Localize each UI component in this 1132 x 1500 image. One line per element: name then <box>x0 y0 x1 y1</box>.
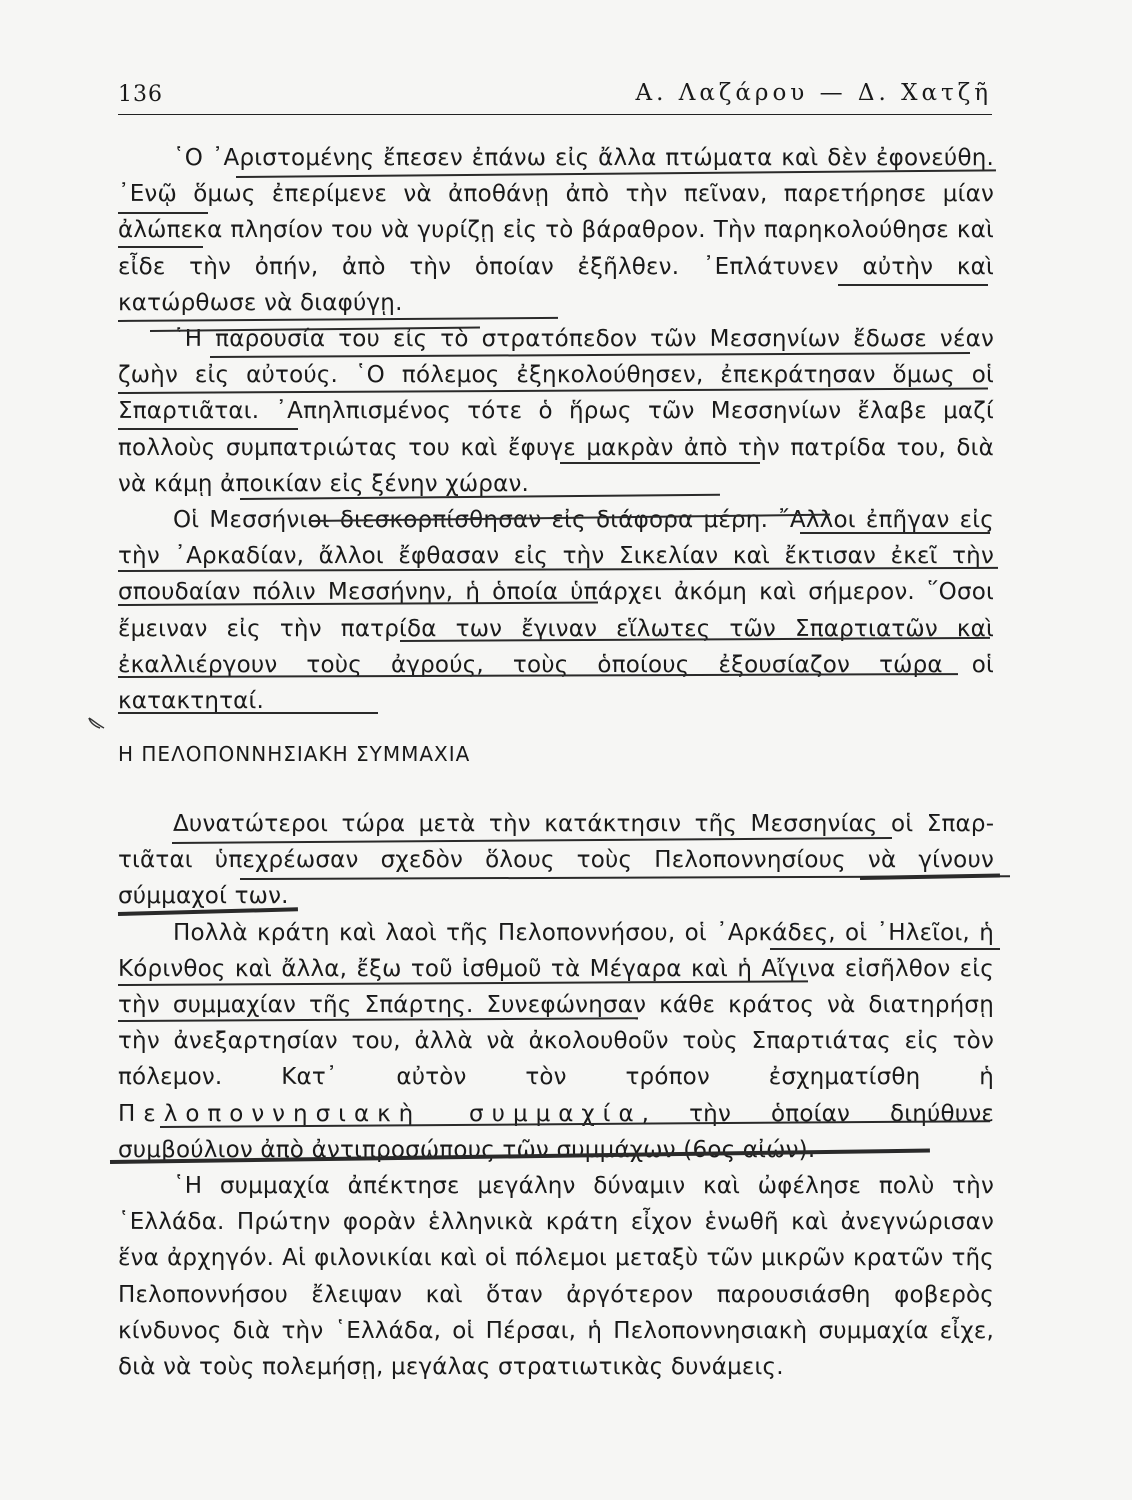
paragraph: ῾Ο ᾿Αριστομένης ἔπεσεν ἐπάνω εἰς ἄλλα πτώματα καὶ δὲν ἐφονεύθη. ᾿Ενῷ ὅμως ἐπερίμενε νὰ ἀποθάνῃ ἀπὸ τὴν πεῖναν, παρετήρησε μίαν ἀλώπεκα πλησίον του νὰ γυρίζῃ εἰς τὸ βάραθρον. Τὴν παρηκολούθησε καὶ εἶδε τὴν ὀπήν, ἀπὸ τὴν ὁποίαν ἐξῆλθεν. ᾿Επλάτυνεν αὐτὴν καὶ κατώρθωσε νὰ διαφύγῃ. <box>118 145 994 316</box>
pencil-underline <box>770 948 1000 950</box>
pencil-underline <box>118 246 203 248</box>
paragraph-tail: , τὴν ὁποίαν διηύθυνε συμβούλιον ἀπὸ ἀντιπροσώπους τῶν συμμάχων (6ος αἰών). <box>118 1100 994 1163</box>
pencil-underline <box>838 284 988 286</box>
page-header <box>118 78 992 115</box>
paragraph <box>118 915 994 1168</box>
page-number: 136 <box>118 82 163 107</box>
pencil-underline <box>560 462 760 464</box>
running-head: Α. Λαζάρου — Δ. Χατζῆ <box>635 80 992 106</box>
spaced-term: Πελοποννησιακὴ συμμαχία <box>118 1100 642 1127</box>
pencil-underline <box>118 712 378 714</box>
paragraph: ῾Η συμμαχία ἀπέκτησε μεγάλην δύναμιν καὶ ὠφέλησε πολὺ τὴν ῾Ελλάδα. Πρώτην φορὰν ἑλληνικὰ κράτη εἶχον ἑνωθῆ καὶ ἀνεγνώρισαν ἕνα ἀρχηγόν. Αἱ φιλονικίαι καὶ οἱ πόλεμοι μεταξὺ τῶν μικρῶν κρατῶν τῆς Πελοποννήσου ἔλειψαν καὶ ὅταν ἀργότερον παρουσιάσθη φοβερὸς κίνδυνος διὰ τὴν ῾Ελλάδα, οἱ Πέρσαι, ἡ Πελοποννησιακὴ συμμαχία εἶχε, διὰ νὰ τοὺς πολεμήσῃ, μεγάλας στρατιωτικὰς δυνάμεις. <box>118 1173 994 1381</box>
paragraph: Δυνατώτεροι τώρα μετὰ τὴν κατάκτησιν τῆς Μεσσηνίας οἱ Σπαρτιᾶται ὑπεχρέωσαν σχεδὸν ὅλους τοὺς Πελοποννησίους νὰ γίνουν σύμμαχοί των. <box>118 811 994 910</box>
pencil-underline <box>800 532 990 534</box>
pencil-underline <box>118 428 298 430</box>
pencil-underline <box>118 212 208 214</box>
paragraph: ῾Η παρουσία του εἰς τὸ στρατόπεδον τῶν Μεσσηνίων ἔδωσε νέαν ζωὴν εἰς αὐτούς. ῾Ο πόλεμος ἐξηκολούθησεν, ἐπεκράτησαν ὅμως οἱ Σπαρτιᾶται. ᾿Απηλπισμένος τότε ὁ ἥρως τῶν Μεσσηνίων ἔλαβε μαζί πολλοὺς συμπατριώτας του καὶ ἔφυγε μακρὰν ἀπὸ τὴν πατρίδα του, διὰ νὰ κάμῃ ἀποικίαν εἰς ξένην χώραν. <box>118 326 994 497</box>
section-heading: Η ΠΕΛΟΠΟΝΝΗΣΙΑΚΗ ΣΥΜΜΑΧΙΑ <box>118 742 471 766</box>
text-block-after-heading <box>118 806 994 1385</box>
paragraph: Οἱ Μεσσήνιοι διεσκορπίσθησαν εἰς διάφορα μέρη. ῎Αλλοι ἐπῆγαν εἰς τὴν ᾿Αρκαδίαν, ἄλλοι ἔφθασαν εἰς τὴν Σικελίαν καὶ ἔκτισαν ἐκεῖ τὴν σπουδαίαν πόλιν Μεσσήνην, ἡ ὁποία ὑπάρχει ἀκόμη καὶ σήμερον. ῞Οσοι ἔμειναν εἰς τὴν πατρίδα των ἔγιναν εἵλωτες τῶν Σπαρτιατῶν καὶ ἐκαλλιέργουν τοὺς ἀγρούς, τοὺς ὁποίους ἐξουσίαζον τώρα οἱ κατακτηταί. <box>118 507 994 715</box>
paragraph-text: Πολλὰ κράτη καὶ λαοὶ τῆς Πελοποννήσου, οἱ ᾿Αρκάδες, οἱ ᾿Ηλεῖοι, ἡ Κόρινθος καὶ ἄλλα, ἔξω τοῦ ἰσθμοῦ τὰ Μέγαρα καὶ ἡ Αἴγινα εἰσῆλθον εἰς τὴν συμμαχίαν τῆς Σπάρτης. Συνεφώνησαν κάθε κράτος νὰ διατηρήσῃ τὴν ἀνεξαρτησίαν του, ἀλλὰ νὰ ἀκολουθοῦν τοὺς Σπαρτιάτας εἰς τὸν πόλεμον. Κατ᾿ αὐτὸν τὸν τρόπον ἐσχηματίσθη ἡ <box>118 919 994 1091</box>
pencil-margin-mark-icon <box>88 716 106 730</box>
